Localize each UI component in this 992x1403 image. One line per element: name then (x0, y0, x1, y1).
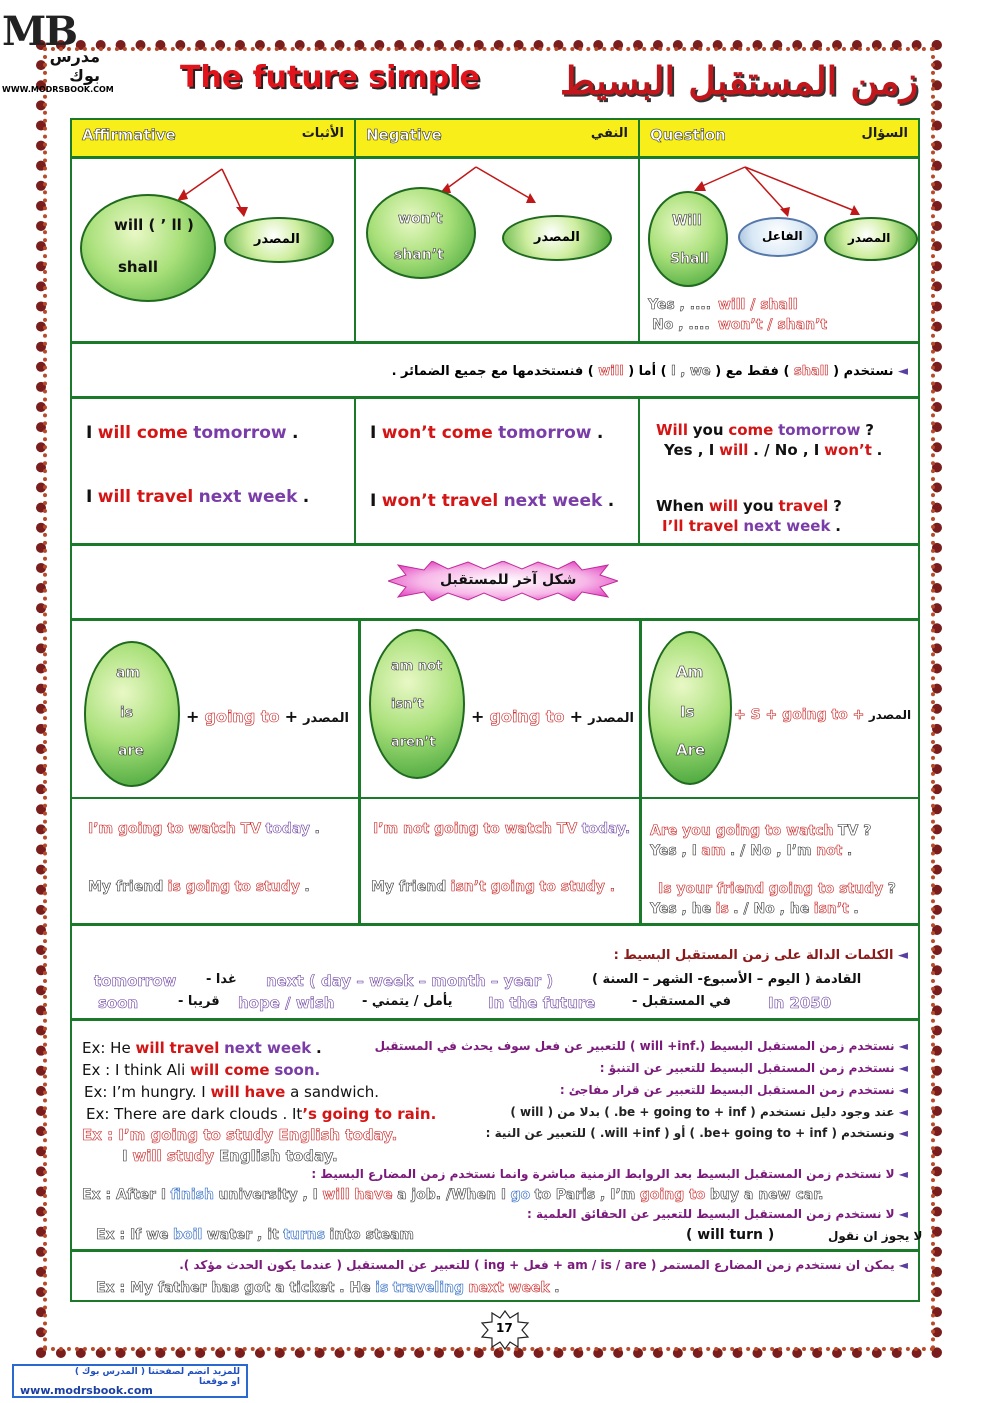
neg-base-ellipse (502, 215, 612, 261)
word: next week (224, 1039, 312, 1057)
word: I (86, 423, 93, 443)
word: will study (132, 1147, 215, 1165)
triangle-bullet-icon: ◄ (898, 1105, 908, 1119)
usage-note (392, 364, 908, 379)
rule-text: نستخدم زمن المستقبل البسيط للتعبير عن التنبؤ : (599, 1061, 895, 1075)
word: will come (97, 423, 188, 443)
word: . (316, 1039, 322, 1057)
use-1-rule (375, 1039, 908, 1053)
base-form: المصدر (588, 711, 634, 726)
word: going to study (768, 881, 884, 897)
word: won’t travel (381, 491, 499, 511)
aff-example-2 (86, 487, 309, 507)
word: travel (169, 1039, 220, 1057)
page-number: 17 (496, 1321, 513, 1335)
word: tomorrow (498, 423, 592, 443)
neg-amnot: am not (391, 659, 443, 674)
title-arabic: زمن المستقبل البسيط (560, 58, 919, 103)
another-form-label: شكل آخر للمستقبل (440, 572, 577, 588)
word: travel (778, 497, 829, 515)
q-will-ellipse (648, 191, 728, 287)
continuous-section (70, 1250, 920, 1302)
word: not (816, 843, 843, 859)
kw-soon-ar: - قريبا (178, 994, 220, 1009)
aff-base-label: المصدر (254, 232, 300, 247)
rule-text: يمكن ان نستخدم زمن المضارع المستمر ( am / is / are + فعل + ing ) للتعبير عن المستقبل ( عندما يكون الحدث مؤكد ). (179, 1258, 895, 1272)
header-negative-en: Negative (366, 126, 442, 144)
word: ? (833, 497, 842, 515)
word: . / No , I (753, 441, 820, 459)
word: am (701, 843, 726, 859)
kw-soon: soon (98, 994, 139, 1012)
word: Yes , he (650, 901, 712, 917)
aff-is: is (120, 705, 134, 721)
word: next week (503, 491, 603, 511)
footer-line2: او موقعنا (198, 1377, 240, 1387)
continuous-rule (179, 1258, 908, 1272)
word: you (692, 421, 724, 439)
q-yes-answer: will / shall (718, 297, 798, 313)
cell-affirmative-going-examples (70, 797, 360, 925)
base-form: المصدر (868, 708, 912, 722)
keywords-heading (614, 948, 908, 963)
word: will (135, 1039, 165, 1057)
cell-negative-going-to (359, 619, 641, 799)
use-5-example-b (122, 1147, 338, 1165)
aff-am: am (116, 665, 141, 681)
word: will have (322, 1187, 393, 1203)
footer-line1: للمزيد انضم لصفحتنا ( المدرس بوك ) (74, 1367, 240, 1377)
word: Ex: He (82, 1039, 131, 1057)
word: Will (656, 421, 688, 439)
word: ? (887, 881, 896, 897)
word: I (370, 423, 377, 443)
header-affirmative-ar: الأثبات (301, 126, 344, 141)
q-be-ellipse (648, 631, 732, 785)
usage-note-mid: ) فقط مع ( (715, 364, 790, 379)
word: . (835, 517, 841, 535)
plus-sign: + (569, 707, 583, 726)
q-no-answer: won’t / shan’t (718, 317, 828, 333)
use-7-rule (527, 1207, 908, 1221)
word: . (314, 821, 320, 837)
word: will (210, 1083, 240, 1101)
plus-sign: + (471, 707, 485, 726)
word: . (304, 879, 310, 895)
neg-be-ellipse (369, 629, 465, 779)
word: My friend (371, 879, 447, 895)
word: Ex : I’m going to study English today. (82, 1126, 398, 1144)
q-example-2 (656, 497, 842, 515)
word: . (607, 491, 615, 511)
use-5-rule (486, 1126, 908, 1140)
use-1-example (82, 1039, 322, 1057)
q-subject-ellipse (738, 217, 818, 257)
use-3-example (84, 1083, 379, 1101)
kw-next-ar: القادمة ( اليوم – الأسبوع- الشهر – السنة ) (592, 972, 862, 987)
aff-will-ellipse (80, 194, 216, 302)
word: a job. /When I (397, 1187, 507, 1203)
footer-banner[interactable] (12, 1364, 248, 1398)
header-negative-ar: النفي (590, 126, 628, 141)
kw-tomorrow: tomorrow (94, 972, 177, 990)
rule-text: عند وجود دليل نستخدم ( be + going to + inf. ) بدلا من ( will ) (510, 1105, 895, 1119)
word: going to (639, 1187, 706, 1203)
word: Ex : If we (96, 1227, 169, 1243)
word: I’ll travel (662, 517, 739, 535)
rule-text: لا نستخدم زمن المستقبل البسيط بعد الروابط الزمنية مباشرة وانما نستخدم زمن المضارع البسيط : (311, 1167, 895, 1181)
aff-going-example-1 (88, 821, 320, 837)
word: Ex: There are dark clouds . It (86, 1105, 303, 1123)
cell-affirmative-examples (70, 397, 356, 545)
word: will travel (97, 487, 194, 507)
word: boil (173, 1227, 203, 1243)
word: . / No , he (733, 901, 810, 917)
cell-negative-going-examples (359, 797, 641, 925)
q-will-label: Will (672, 213, 702, 229)
cell-negative-examples (354, 397, 640, 545)
word: turns (283, 1227, 326, 1243)
aff-going-example-2 (88, 879, 310, 895)
usage-note-row (70, 342, 920, 398)
cell-question-going-examples (640, 797, 920, 925)
site-logo[interactable] (2, 8, 114, 94)
kw-year: In 2050 (768, 994, 832, 1012)
neg-example-1 (370, 423, 603, 443)
header-question-ar: السؤال (861, 126, 908, 141)
header-affirmative-en: Affirmative (82, 126, 176, 144)
aff-shall-label: shall (118, 258, 159, 276)
triangle-bullet-icon: ◄ (898, 1258, 908, 1272)
q-yes-prefix: Yes , .... (648, 297, 712, 313)
header-question (638, 118, 920, 158)
kw-hope-ar: - يأمل / يتمني (362, 994, 453, 1009)
word: today (265, 821, 311, 837)
word: tomorrow (193, 423, 287, 443)
header-question-en: Question (650, 126, 726, 144)
triangle-bullet-icon: ◄ (898, 1167, 908, 1181)
q-going-example-2 (658, 881, 896, 897)
neg-shant-label: shan’t (394, 247, 444, 263)
word: ? (865, 421, 874, 439)
aff-base-ellipse (224, 217, 334, 263)
word: Ex : I think Ali (82, 1061, 186, 1079)
use-3-rule (560, 1083, 908, 1097)
plus-sign: + (284, 707, 298, 726)
aff-are: are (118, 743, 144, 759)
neg-going-example-1 (373, 821, 630, 837)
word: Yes , I (650, 843, 697, 859)
q-base-ellipse (824, 217, 918, 261)
q-example-1 (656, 421, 874, 439)
q-subject-label: الفاعل (762, 229, 803, 243)
q-am: Am (676, 663, 704, 681)
neg-example-2 (370, 491, 614, 511)
base-form: المصدر (303, 711, 349, 726)
keywords-heading-text: الكلمات الدالة على زمن المستقبل البسيط : (613, 948, 894, 963)
use-7-note: لا يجوز ان نقول (828, 1229, 923, 1243)
word: Are you going to watch (650, 823, 834, 839)
word: will (719, 441, 749, 459)
word: won’t come (381, 423, 493, 443)
word: will (708, 497, 739, 515)
neg-isnt: isn’t (391, 697, 424, 712)
word: My friend (88, 879, 164, 895)
going-to-formula: + S + going to + (734, 707, 865, 723)
usage-note-pronouns: I , we (671, 364, 711, 379)
q-going-formula (734, 707, 911, 723)
q-is: Is (680, 703, 695, 721)
cell-question-diagram (638, 157, 920, 343)
triangle-bullet-icon: ◄ (898, 1126, 908, 1140)
cell-negative-diagram (354, 157, 640, 343)
word: is (715, 901, 729, 917)
word: . / No , I’m (729, 843, 812, 859)
usage-note-shall: shall (793, 364, 829, 379)
neg-base-label: المصدر (534, 230, 580, 245)
use-5-example (82, 1126, 397, 1144)
word: a sandwich. (290, 1083, 380, 1101)
word: I (122, 1147, 128, 1165)
aff-example-1 (86, 423, 298, 443)
logo-arabic: مدرس بوك (49, 47, 100, 85)
use-4-rule (510, 1105, 908, 1119)
use-6-example (82, 1187, 823, 1203)
word: When (656, 497, 705, 515)
q-going-example-1-answer (650, 843, 852, 859)
aff-be-ellipse (84, 641, 180, 787)
triangle-bullet-icon: ◄ (898, 1039, 908, 1053)
header-negative (354, 118, 640, 158)
use-7-example (96, 1227, 414, 1243)
triangle-bullet-icon: ◄ (898, 1207, 908, 1221)
q-no-prefix: No , .... (652, 317, 710, 333)
triangle-bullet-icon: ◄ (898, 1061, 908, 1075)
word: university , I (218, 1187, 318, 1203)
word: water , it (206, 1227, 279, 1243)
use-4-example (86, 1105, 436, 1123)
word: will come (190, 1061, 270, 1079)
word: isn’t (813, 901, 849, 917)
word: I (370, 491, 377, 511)
usage-note-post: ) فنستخدمها مع جميع الضمائر . (391, 364, 594, 379)
use-7-wrong-form: ( will turn ) (686, 1227, 775, 1243)
usage-note-pre: نستخدم ( (833, 364, 894, 379)
word: come (728, 421, 774, 439)
word: Ex: I’m hungry. I (84, 1083, 206, 1101)
word: I’m going to watch TV (88, 821, 262, 837)
word: . (292, 423, 299, 443)
rule-text: نستخدم زمن المستقبل البسيط (.will +inf ) للتعبير عن فعل سوف يحدث في المستقبل (374, 1039, 895, 1053)
word: Ex : My father has got a ticket . He (96, 1280, 371, 1296)
word: . (596, 423, 604, 443)
use-2-example (82, 1061, 320, 1079)
use-2-rule (600, 1061, 908, 1075)
plus-sign: + (186, 707, 200, 726)
word: tomorrow (778, 421, 861, 439)
neg-arent: aren’t (391, 735, 436, 750)
going-to: going to (204, 707, 280, 726)
word: today. (581, 821, 631, 837)
word: finish (170, 1187, 214, 1203)
cell-affirmative-going-to (70, 619, 360, 799)
aff-will-label: will ( ’ ll ) (114, 216, 194, 234)
q-shall-label: Shall (670, 251, 710, 267)
word: is going (167, 879, 231, 895)
word: English today. (218, 1147, 338, 1165)
word: soon. (274, 1061, 321, 1079)
kw-future-ar: - في المستقبل (632, 994, 731, 1009)
aff-going-formula (186, 707, 349, 726)
word: next week (198, 487, 298, 507)
word: to study (234, 879, 300, 895)
word: isn’t going (450, 879, 536, 895)
neg-going-example-2 (371, 879, 615, 895)
triangle-bullet-icon: ◄ (898, 364, 908, 379)
kw-future: In the future (488, 994, 596, 1012)
keywords-section (70, 924, 920, 1020)
word: to study . (539, 879, 616, 895)
q-are: Are (676, 741, 706, 759)
neg-wont-ellipse (366, 187, 476, 279)
cell-question-going-to (640, 619, 920, 799)
q-base-label: المصدر (848, 231, 891, 245)
kw-hope: hope / wish (238, 994, 335, 1012)
word: Ex : After I (82, 1187, 167, 1203)
q-going-example-1 (650, 823, 871, 839)
rule-text: لا نستخدم زمن المستقبل البسيط للتعبير عن الحقائق العلمية : (527, 1207, 895, 1221)
word: buy a new car. (709, 1187, 824, 1203)
word: into steam (329, 1227, 415, 1243)
continuous-example (96, 1280, 560, 1296)
q-going-example-2-answer (650, 901, 859, 917)
triangle-bullet-icon: ◄ (898, 1083, 908, 1097)
word: you (742, 497, 774, 515)
logo-url: WWW.MODRSBOOK.COM (2, 85, 114, 94)
q-example-1-answer (664, 441, 882, 459)
word: ’s (302, 1105, 317, 1123)
going-to: going to (489, 707, 565, 726)
word: TV ? (837, 823, 872, 839)
word: . (853, 901, 859, 917)
word: have (244, 1083, 286, 1101)
kw-next: next ( day – week – month – year ) (266, 972, 554, 990)
word: . (554, 1280, 560, 1296)
use-6-rule (311, 1167, 908, 1181)
word: . (302, 487, 310, 507)
triangle-bullet-icon: ◄ (898, 948, 908, 963)
neg-wont-label: won’t (398, 211, 443, 227)
header-affirmative (70, 118, 356, 158)
word: going to rain. (321, 1105, 437, 1123)
word: . (876, 441, 883, 459)
word: next week (468, 1280, 550, 1296)
usage-note-mid2: ) أما ( (628, 364, 667, 379)
word: traveling (392, 1280, 464, 1296)
kw-tomorrow-ar: - غدا (206, 972, 237, 987)
word: won’t (824, 441, 872, 459)
word: I’m not going to watch TV (373, 821, 578, 837)
word: go (510, 1187, 531, 1203)
cell-affirmative-diagram (70, 157, 356, 343)
word: . (846, 843, 853, 859)
word: Is your friend (658, 881, 765, 897)
word: I (86, 487, 93, 507)
rule-text: ونستخدم ( be+ going to + inf. ) أو ( will +inf. ) للتعبير عن النية : (485, 1126, 895, 1140)
neg-going-formula (471, 707, 634, 726)
rule-text: نستخدم زمن المستقبل البسيط للتعبير عن قرار مفاجئ : (559, 1083, 895, 1097)
word: to Paris , I’m (534, 1187, 636, 1203)
title-english: The future simple (180, 60, 480, 95)
uses-section (70, 1019, 923, 1251)
footer-url[interactable]: www.modrsbook.com (20, 1384, 153, 1397)
cell-question-examples (638, 397, 920, 545)
word: Yes , I (664, 441, 715, 459)
logo-brand: MB (2, 8, 77, 55)
usage-note-will: will (598, 364, 624, 379)
q-example-2-answer (662, 517, 841, 535)
word: next week (743, 517, 831, 535)
word: is (375, 1280, 389, 1296)
